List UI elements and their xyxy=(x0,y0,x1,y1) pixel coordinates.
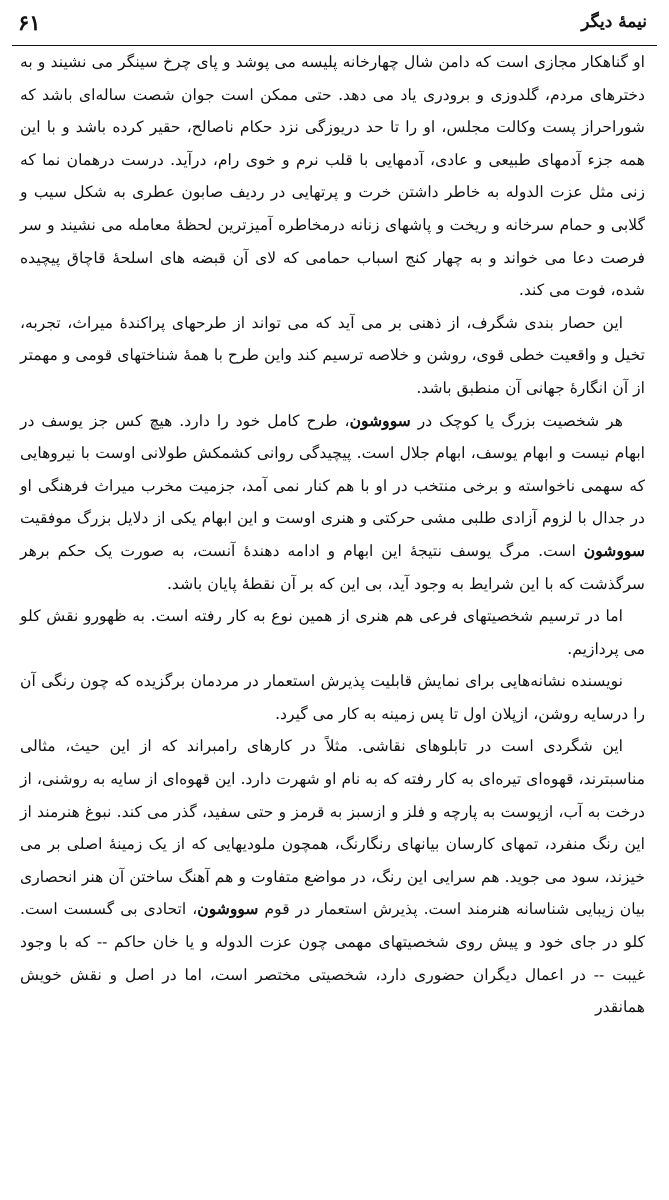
page-number: ۶۱ xyxy=(18,10,41,35)
paragraph xyxy=(20,730,645,1023)
body-text xyxy=(20,46,645,1024)
paragraph-text: است. مرگ یوسف نتیجهٔ این ابهام و ادامه دهندهٔ آنست، به صورت یک حکم برهر سرگذشت که با این شرایط به وجود آید، بی این که بر آن نقطهٔ پایان باشد. xyxy=(20,541,645,593)
paragraph-text: این شگردی است در تابلوهای نقاشی. مثلاً در کارهای رامبراند که از این حیث، مثالی مناسبترند، قهوه‌ای تیره‌ای به کار رفته که به نام او شهرت دارد. این قهوه‌ای از سایه به روشنی، از درخت به آب، ازپوست به پارچه و فلز و ازسبز به قرمز و حتی سفید، گذر می کند. نبوغ هنرمند از این رنگ منفرد، تمهای کارسان بیانهای رنگارنگ، همچون ملودیهایی که از یک زمینهٔ اصلی بر می خیزند، سود می جوید. هم سرایی این رنگ، در مواضع متفاوت و هم آهنگ ساختن آن هنر انحصاری بیان زیبایی شناسانه هنرمند است. پذیرش استعمار در قوم xyxy=(20,737,646,919)
paragraph-text: هر شخصیت بزرگ یا کوچک در xyxy=(410,411,623,430)
novel-title-emphasis: سووشون xyxy=(349,410,411,430)
book-title: نیمهٔ دیگر xyxy=(581,12,647,32)
page-header xyxy=(0,6,669,42)
paragraph-text: ، اتحادی بی گسست است. کلو در جای خود و پیش روی شخصیتهای مهمی چون عزت الدوله و یا خان حاکم -- که با وجود غیبت -- در اعمال دیگران حضوری دارد، شخصیتی مختصر است، اما در اصل و نقش خویش همانقدر xyxy=(20,900,645,1017)
paragraph xyxy=(20,405,645,601)
paragraph-text: ، طرح کامل خود را دارد. هیچ کس جز یوسف در ابهام نیست و ابهام یوسف، ابهام جلال است. پیچیدگی روانی کشمکش طولانی اوست با نیروهایی که سهمی ناخواسته و برخی منتخب در او با هم کنار نمی آمد، جزمیت مخرب میراث فرهنگی او در جدال با لزوم آزادی طلبی مشی حرکتی و هنری اوست و این ابهام یکی از دلایل بزرگ موفقیت xyxy=(20,411,645,528)
paragraph xyxy=(20,307,645,405)
paragraph xyxy=(20,600,645,665)
paragraph-text: اما در ترسیم شخصیتهای فرعی هم هنری از همین نوع به کار رفته است. به ظهورو نقش کلو می پردازیم. xyxy=(20,607,645,658)
paragraph-text: این حصار بندی شگرف، از ذهنی بر می آید که می تواند از طرحهای پراکندهٔ میراث، تجربه، تخیل و واقعیت خطی قوی، روشن و خلاصه ترسیم کند واین طرح با همهٔ شناختهای قومی و مهمتر از آن انگارهٔ جهانی آن منطبق باشد. xyxy=(20,313,645,397)
paragraph-text: نویسنده نشانه‌هایی برای نمایش قابلیت پذیرش استعمار در مردمان برگزیده که چون رنگی آن را درسایه روشن، ازپلان اول تا پس زمینه به کار می گیرد. xyxy=(20,672,645,723)
paragraph xyxy=(20,665,645,730)
novel-title-emphasis: سووشون xyxy=(583,540,645,560)
novel-title-emphasis: سووشون xyxy=(197,899,259,919)
paragraph-text: او گناهکار مجازی است که دامن شال چهارخانه پلیسه می پوشد و پای چرخ سینگر می نشیند و به دخترهای مردم، گلدوزی و برودری یاد می دهد. حتی ممکن است جوان شصت ساله‌ای باشد که شوراحراز پست وکالت مجلس، او را تا حد دریوزگی نزد حکام ناصالح، حقیر کرده باشد و با این همه جزء آدمهای طبیعی و عادی، آدمهایی با قلب نرم و خوی رام، درآید. درست درهمان نما که زنی مثل عزت الدوله به خاطر داشتن خرت و پرتهایی در ردیف صابون عطری به شکل سیب و گلابی و حمام سرخانه و ریخت و پاشهای زنانه درمخاطره آمیزترین لحظهٔ معامله می نشیند و سر فرصت دعا می خواند و به چهار کنج اسباب حمامی که لای آن قبضه های اسلحهٔ قاچاق پیچیده شده، فوت می کند. xyxy=(20,53,645,300)
paragraph xyxy=(20,46,645,307)
